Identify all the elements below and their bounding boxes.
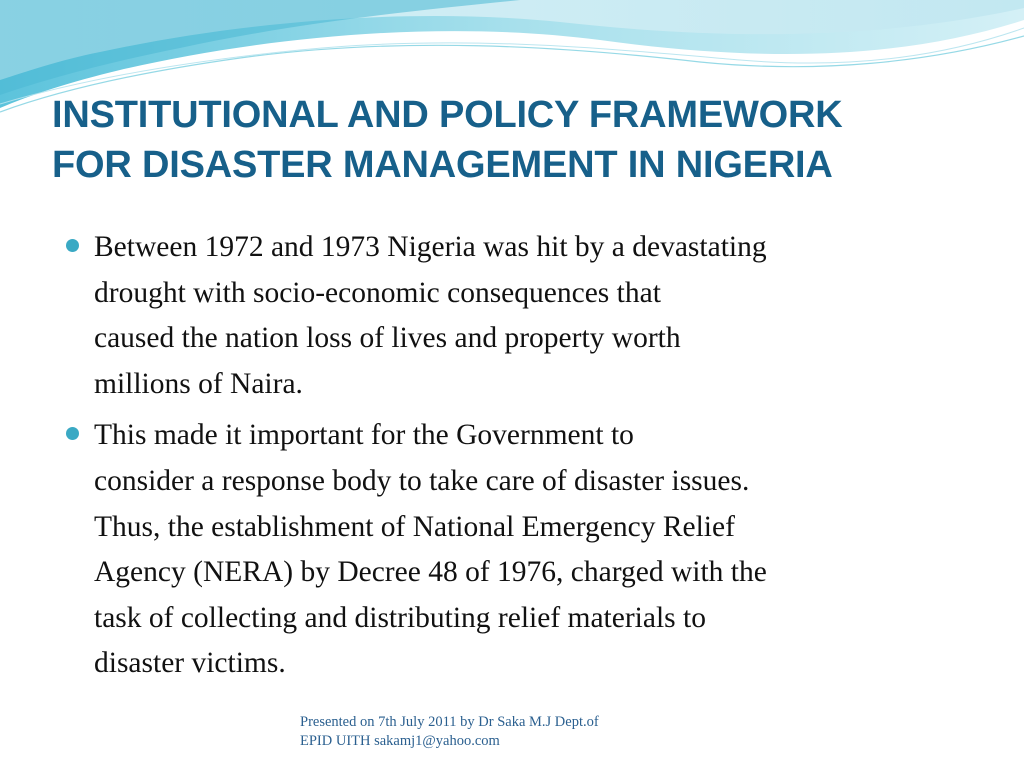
slide-title-line: FOR DISASTER MANAGEMENT IN NIGERIA — [52, 144, 833, 186]
bullet-text-line: Agency (NERA) by Decree 48 of 1976, charged with the — [94, 556, 767, 589]
bullet-text-line: disaster victims. — [94, 647, 286, 680]
bullet-text-line: millions of Naira. — [94, 367, 303, 400]
slide-footer — [300, 713, 720, 751]
bullet-text-line: Thus, the establishment of National Emergency Relief — [94, 510, 735, 543]
bullet-text-line: consider a response body to take care of disaster issues. — [94, 464, 750, 497]
bullet-item — [62, 413, 982, 687]
bullet-list — [62, 225, 982, 693]
bullet-text-line: caused the nation loss of lives and property worth — [94, 322, 681, 355]
bullet-dot-icon — [66, 427, 79, 440]
bullet-text-line: drought with socio-economic consequences that — [94, 276, 661, 309]
bullet-dot-icon — [66, 239, 79, 252]
bullet-text-line: This made it important for the Government to — [94, 419, 634, 452]
footer-line: EPID UITH sakamj1@yahoo.com — [300, 733, 500, 749]
bullet-item — [62, 225, 982, 407]
bullet-text-line: task of collecting and distributing relief materials to — [94, 601, 706, 634]
bullet-text-line: Between 1972 and 1973 Nigeria was hit by a devastating — [94, 231, 767, 263]
footer-line: Presented on 7th July 2011 by Dr Saka M.J Dept.of — [300, 714, 599, 730]
slide-title-line: INSTITUTIONAL AND POLICY FRAMEWORK — [52, 94, 843, 136]
slide-title — [52, 90, 982, 190]
